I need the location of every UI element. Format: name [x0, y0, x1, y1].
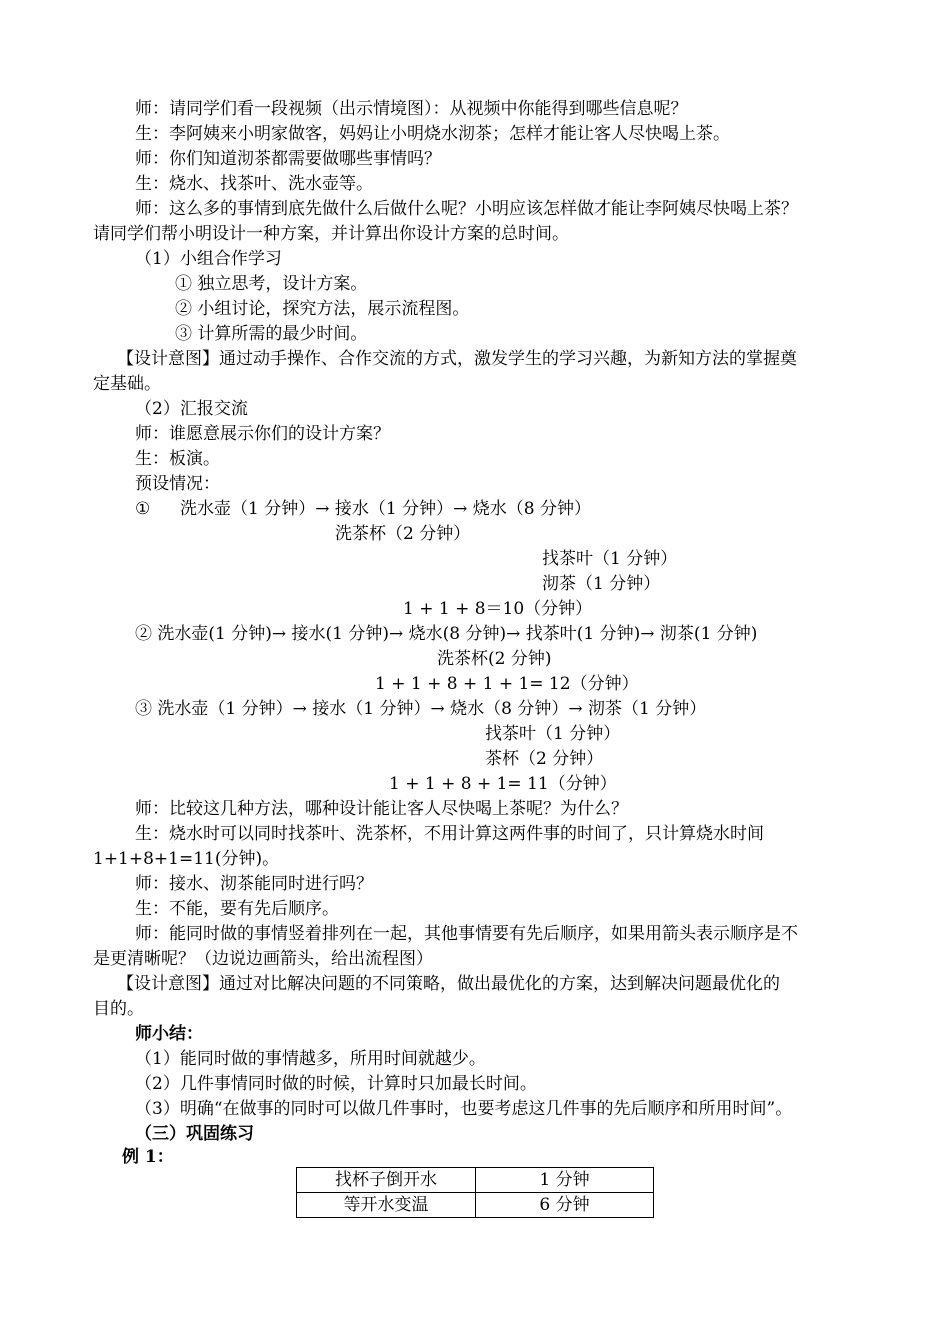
text-line: 【设计意图】通过对比解决问题的不同策略，做出最优化的方案，达到解决问题最优化的	[117, 974, 780, 994]
text-line: 生：烧水、找茶叶、洗水壶等。	[135, 174, 373, 194]
text-line: 师：接水、沏茶能同时进行吗？	[135, 874, 373, 894]
text-line: 师：请同学们看一段视频（出示情境图）：从视频中你能得到哪些信息呢？	[135, 99, 688, 119]
section-heading: （三）巩固练习	[135, 1124, 254, 1144]
flow-line: 找茶叶（1 分钟）	[485, 724, 621, 744]
table-cell: 1 分钟	[476, 1168, 654, 1193]
flow-line: ② 洗水壶(1 分钟)→ 接水(1 分钟)→ 烧水(8 分钟)→ 找茶叶(1 分钟)→ 沏茶(1 分钟)	[135, 624, 758, 644]
flow-line: ③ 洗水壶（1 分钟）→ 接水（1 分钟）→ 烧水（8 分钟）→ 沏茶（1 分钟）	[135, 699, 707, 719]
text-line: （2）汇报交流	[135, 399, 248, 419]
table-row	[297, 1193, 654, 1218]
text-line: 定基础。	[93, 374, 161, 394]
summary-item: （1）能同时做的事情越多，所用时间就越少。	[135, 1049, 486, 1069]
section-heading: 师小结：	[135, 1024, 203, 1044]
formula-line: 1 + 1 + 8 + 1 + 1= 12（分钟）	[375, 674, 639, 694]
text-line: 目的。	[93, 999, 144, 1019]
flow-line: 洗水壶（1 分钟）→ 接水（1 分钟）→ 烧水（8 分钟）	[180, 499, 591, 519]
formula-line: 1 + 1 + 8 + 1= 11（分钟）	[389, 774, 617, 794]
text-line: 是更清晰呢？（边说边画箭头，给出流程图）	[93, 949, 433, 969]
example-heading: 例 1：	[122, 1147, 174, 1167]
text-line: 师：能同时做的事情竖着排列在一起，其他事情要有先后顺序，如果用箭头表示顺序是不	[135, 924, 798, 944]
text-line: 生：烧水时可以同时找茶叶、洗茶杯，不用计算这两件事的时间了，只计算烧水时间	[135, 824, 764, 844]
formula-line: 1 + 1 + 8＝10（分钟）	[403, 599, 593, 619]
text-line: 1+1+8+1=11(分钟)。	[93, 849, 280, 869]
text-line: 请同学们帮小明设计一种方案，并计算出你设计方案的总时间。	[93, 224, 569, 244]
summary-item: （3）明确“在做事的同时可以做几件事时，也要考虑这几件事的先后顺序和所用时间”。	[135, 1099, 793, 1119]
text-line: 生：板演。	[135, 449, 220, 469]
table-row	[297, 1168, 654, 1193]
text-line: 【设计意图】通过动手操作、合作交流的方式，激发学生的学习兴趣，为新知方法的掌握奠	[117, 349, 797, 369]
text-line: 师：谁愿意展示你们的设计方案？	[135, 424, 390, 444]
text-line: ② 小组讨论，探究方法，展示流程图。	[175, 299, 470, 319]
flow-line: 找茶叶（1 分钟）	[542, 549, 678, 569]
flow-line: 洗茶杯（2 分钟）	[335, 524, 471, 544]
text-line: （1）小组合作学习	[135, 249, 282, 269]
flow-line: 沏茶（1 分钟）	[542, 574, 661, 594]
case-number: ①	[135, 499, 151, 519]
text-line: 生：不能，要有先后顺序。	[135, 899, 339, 919]
text-line: ① 独立思考，设计方案。	[175, 274, 368, 294]
table-cell: 6 分钟	[476, 1193, 654, 1218]
task-time-table	[296, 1167, 654, 1218]
text-line: 师：你们知道沏茶都需要做哪些事情吗？	[135, 149, 441, 169]
text-line: 师：这么多的事情到底先做什么后做什么呢？小明应该怎样做才能让李阿姨尽快喝上茶？	[135, 199, 798, 219]
flow-line: 洗茶杯(2 分钟)	[437, 649, 552, 669]
text-line: ③ 计算所需的最少时间。	[175, 324, 368, 344]
summary-item: （2）几件事情同时做的时候，计算时只加最长时间。	[135, 1074, 537, 1094]
text-line: 师：比较这几种方法，哪种设计能让客人尽快喝上茶呢？为什么？	[135, 799, 628, 819]
table-cell: 找杯子倒开水	[297, 1168, 476, 1193]
table-cell: 等开水变温	[297, 1193, 476, 1218]
text-line: 预设情况：	[135, 474, 220, 494]
text-line: 生：李阿姨来小明家做客，妈妈让小明烧水沏茶；怎样才能让客人尽快喝上茶。	[135, 124, 730, 144]
flow-line: 茶杯（2 分钟）	[485, 749, 604, 769]
